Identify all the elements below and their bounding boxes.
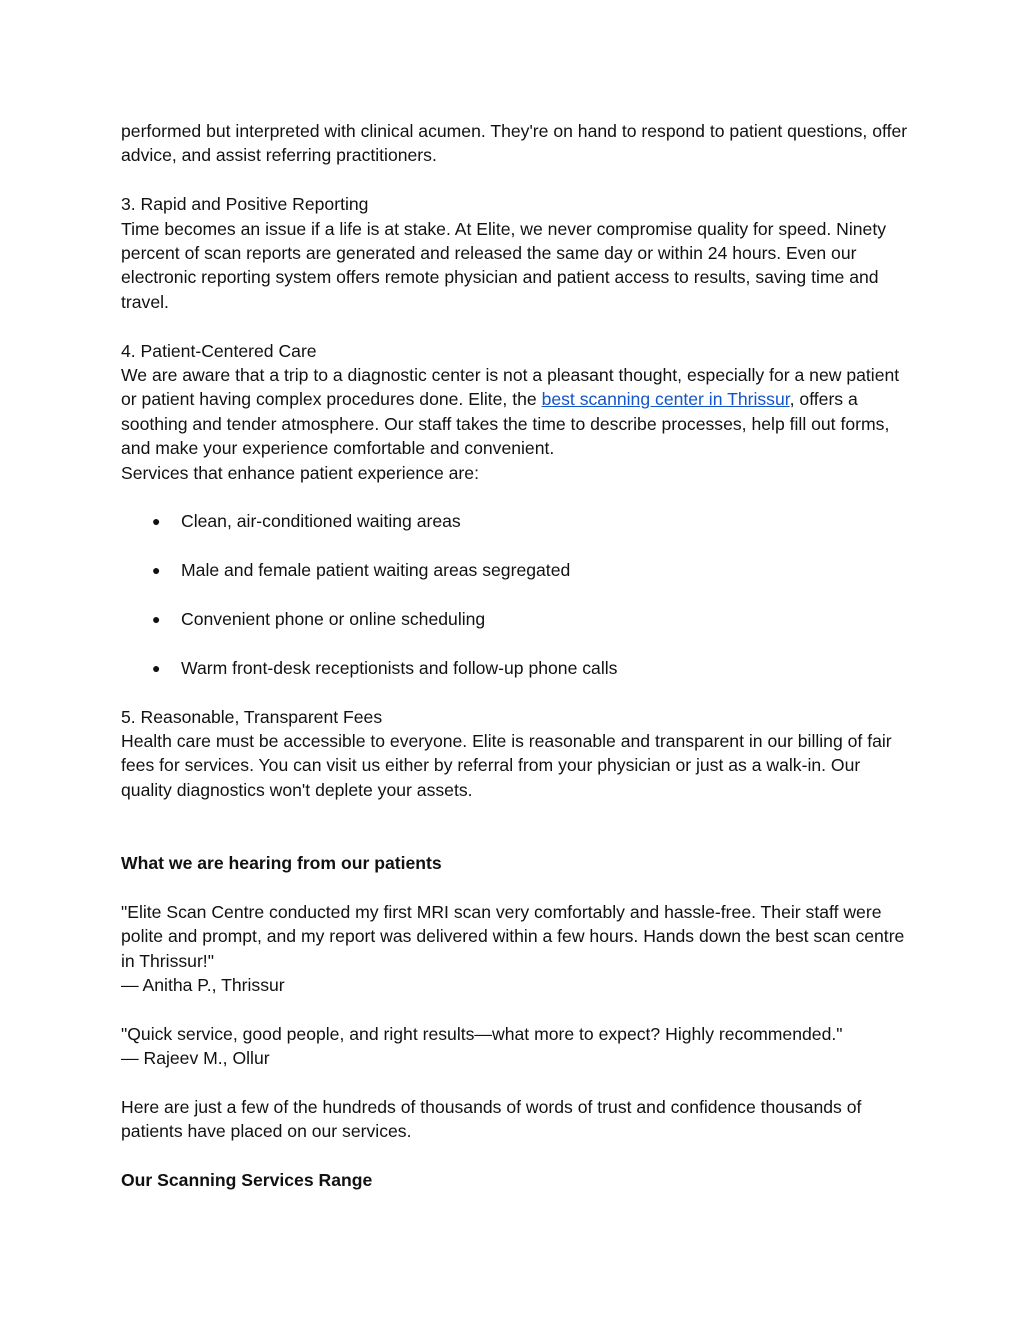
services-intro: Services that enhance patient experience are: — [121, 462, 479, 483]
list-item-text: Convenient phone or online scheduling — [181, 609, 486, 630]
section-4-text-after-link: , offers a soothing and tender atmosphere. Our staff takes the time to describe processes, help fill out forms, and make your experience comfortable and convenient. — [121, 389, 890, 459]
list-item — [121, 607, 911, 631]
section-4-heading: 4. Patient-Centered Care — [121, 340, 317, 361]
list-item — [121, 558, 911, 582]
section-2-continued-paragraph: performed but interpreted with clinical acumen. They're on hand to respond to patient questions, offer advice, and assist referring practitioners. — [121, 121, 908, 166]
section-3-paragraph: Time becomes an issue if a life is at stake. At Elite, we never compromise quality for speed. Ninety percent of scan reports are generated and released the same day or within 24 hours. Even our electronic reporting system offers remote physician and patient access to results, saving time and travel. — [121, 218, 887, 312]
spacer — [121, 1071, 911, 1095]
section-4-paragraph — [121, 363, 911, 461]
spacer — [121, 314, 911, 338]
list-item — [121, 509, 911, 533]
bullet-icon: ● — [152, 562, 161, 579]
list-item-text: Male and female patient waiting areas segregated — [181, 560, 571, 581]
spacer — [121, 1144, 911, 1168]
list-item-text: Clean, air-conditioned waiting areas — [181, 511, 461, 532]
best-scanning-center-link[interactable]: best scanning center in Thrissur — [541, 389, 790, 410]
bullet-icon: ● — [152, 611, 161, 628]
spacer — [121, 802, 911, 851]
spacer — [121, 485, 911, 509]
bullet-icon: ● — [152, 513, 161, 530]
document-page — [121, 119, 911, 1193]
section-3-heading: 3. Rapid and Positive Reporting — [121, 194, 369, 215]
testimonials-heading: What we are hearing from our patients — [121, 853, 442, 874]
testimonial-author: — Anitha P., Thrissur — [121, 975, 285, 996]
spacer — [121, 997, 911, 1021]
services-list — [121, 509, 911, 680]
testimonials-closing-paragraph: Here are just a few of the hundreds of thousands of words of trust and confidence thousands of patients have placed on our services. — [121, 1097, 862, 1142]
spacer — [121, 680, 911, 704]
bullet-icon: ● — [152, 659, 161, 676]
list-item-text: Warm front-desk receptionists and follow-up phone calls — [181, 657, 618, 678]
spacer — [121, 875, 911, 899]
testimonial-quote: "Quick service, good people, and right results—what more to expect? Highly recommended." — [121, 1023, 843, 1044]
section-4-text-before-link: We are aware that a trip to a diagnostic center is not a pleasant thought, especially for a new patient or patient having complex procedures done. Elite, the — [121, 365, 900, 410]
services-range-heading: Our Scanning Services Range — [121, 1170, 373, 1191]
section-5-heading: 5. Reasonable, Transparent Fees — [121, 706, 383, 727]
testimonial-author: — Rajeev M., Ollur — [121, 1048, 270, 1069]
testimonial-quote: "Elite Scan Centre conducted my first MRI scan very comfortably and hassle-free. Their staff were polite and prompt, and my report was delivered within a few hours. Hands down the best scan centre in Thrissur!" — [121, 901, 905, 971]
section-5-paragraph: Health care must be accessible to everyone. Elite is reasonable and transparent in our billing of fair fees for services. You can visit us either by referral from your physician or just as a walk-in. Our quality diagnostics won't deplete your assets. — [121, 731, 892, 800]
spacer — [121, 168, 911, 192]
list-item — [121, 656, 911, 680]
